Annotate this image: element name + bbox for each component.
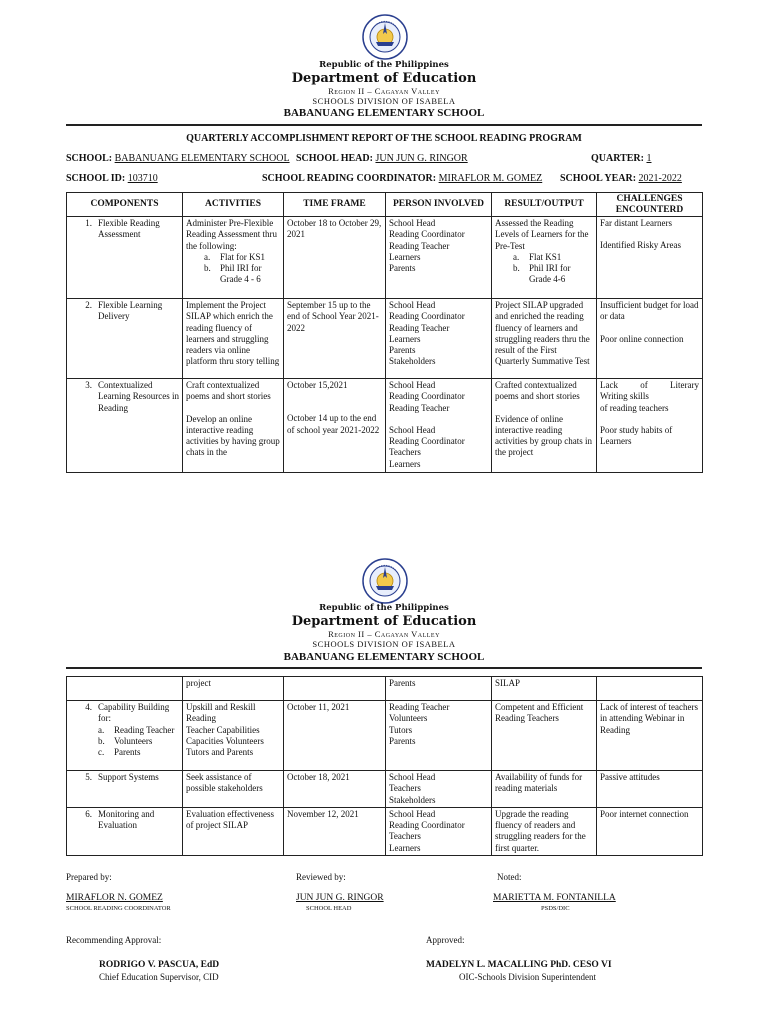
prepared-by-label: Prepared by: (66, 872, 112, 882)
activities-cell: Seek assistance of possible stakeholders (183, 771, 284, 808)
time-frame-cell: September 15 up to the end of School Year 2021-2022 (284, 299, 386, 379)
col-header-person-involved: PERSON INVOLVED (386, 193, 492, 217)
time-frame-cell: November 12, 2021 (284, 807, 386, 855)
reviewed-by-title: SCHOOL HEAD (306, 905, 352, 912)
activities-cell: Administer Pre-Flexible Reading Assessment thru the following: a. Flat for KS1 b. Phil IRI for Grade 4 - 6 (183, 217, 284, 299)
result-cell: Assessed the Reading Levels of Learners for the Pre-Test a. Flat KS1 b. Phil IRI for Grade 4-6 (492, 217, 597, 299)
challenges-cell: Poor internet connection (597, 807, 703, 855)
component-cell: 2. Flexible Learning Delivery (67, 299, 183, 379)
division-label: SCHOOLS DIVISION OF ISABELA (312, 639, 456, 649)
accomplishment-table (66, 192, 703, 473)
challenges-cell: Passive attitudes (597, 771, 703, 808)
approved-label: Approved: (426, 935, 465, 945)
persons-cell: School Head Reading Coordinator Teachers Learners (386, 807, 492, 855)
department-label: Department of Education (291, 71, 477, 86)
result-cell: Availability of funds for reading materials (492, 771, 597, 808)
time-frame-cell: October 18, 2021 (284, 771, 386, 808)
deped-seal-icon (362, 558, 408, 604)
deped-seal-icon (362, 14, 408, 60)
component-cell: 6. Monitoring and Evaluation (67, 807, 183, 855)
table-row (67, 217, 703, 299)
col-header-components: COMPONENTS (67, 193, 183, 217)
school-year-field: SCHOOL YEAR: 2021-2022 (560, 173, 682, 184)
prepared-by-title: SCHOOL READING COORDINATOR (66, 905, 171, 912)
activities-cell: Evaluation effectiveness of project SILAP (183, 807, 284, 855)
recommending-title: Chief Education Supervisor, CID (99, 972, 219, 982)
header-divider (66, 667, 702, 669)
recommending-approval-label: Recommending Approval: (66, 935, 162, 945)
challenges-cell (597, 677, 703, 701)
school-name-header: BABANUANG ELEMENTARY SCHOOL (283, 651, 485, 663)
accomplishment-table-continued (66, 676, 703, 856)
school-head-field: SCHOOL HEAD: JUN JUN G. RINGOR (296, 153, 468, 164)
persons-cell: School Head Reading Coordinator Reading Teacher School Head Reading Coordinator Teachers Learners (386, 379, 492, 473)
reviewed-by-name: JUN JUN G. RINGOR (296, 893, 384, 903)
component-cell: 1. Flexible Reading Assessment (67, 217, 183, 299)
approved-title: OIC-Schools Division Superintendent (459, 972, 596, 982)
challenges-cell: Insufficient budget for load or data Poor online connection (597, 299, 703, 379)
time-frame-cell: October 15,2021 October 14 up to the end of school year 2021-2022 (284, 379, 386, 473)
component-cell (67, 677, 183, 701)
result-cell: Upgrade the reading fluency of readers and struggling readers for the first quarter. (492, 807, 597, 855)
persons-cell: Parents (386, 677, 492, 701)
table-row (67, 701, 703, 771)
time-frame-cell: October 11, 2021 (284, 701, 386, 771)
table-row (67, 299, 703, 379)
component-cell: 3. Contextualized Learning Resources in Reading (67, 379, 183, 473)
recommending-name: RODRIGO V. PASCUA, EdD (99, 960, 220, 970)
result-cell: Competent and Efficient Reading Teachers (492, 701, 597, 771)
activities-cell: Craft contextualized poems and short stories Develop an online interactive reading activities by having group chats in the (183, 379, 284, 473)
challenges-cell: Lack of Literary Writing skills of reading teachers Poor study habits of Learners (597, 379, 703, 473)
reviewed-by-label: Reviewed by: (296, 872, 346, 882)
col-header-challenges: CHALLENGES ENCOUNTERD (597, 193, 703, 217)
persons-cell: School Head Reading Coordinator Reading Teacher Learners Parents (386, 217, 492, 299)
header-divider (66, 124, 702, 126)
prepared-by-name: MIRAFLOR N. GOMEZ (66, 893, 163, 903)
challenges-cell: Lack of interest of teachers in attending Webinar in Reading (597, 701, 703, 771)
quarter-field: QUARTER: 1 (591, 153, 652, 164)
col-header-activities: ACTIVITIES (183, 193, 284, 217)
approved-name: MADELYN L. MACALLING PhD. CESO VI (426, 960, 612, 970)
school-field: SCHOOL: BABANUANG ELEMENTARY SCHOOL (66, 153, 290, 164)
persons-cell: Reading Teacher Volunteers Tutors Parents (386, 701, 492, 771)
persons-cell: School Head Reading Coordinator Reading Teacher Learners Parents Stakeholders (386, 299, 492, 379)
challenges-cell: Far distant Learners Identified Risky Areas (597, 217, 703, 299)
activities-cell: Upskill and Reskill Reading Teacher Capabilities Capacities Volunteers Tutors and Parents (183, 701, 284, 771)
report-title: QUARTERLY ACCOMPLISHMENT REPORT OF THE SCHOOL READING PROGRAM (186, 133, 582, 144)
col-header-time-frame: TIME FRAME (284, 193, 386, 217)
col-header-result-output: RESULT/OUTPUT (492, 193, 597, 217)
noted-title: PSDS/DIC (541, 905, 570, 912)
noted-label: Noted: (497, 872, 522, 882)
school-id-field: SCHOOL ID: 103710 (66, 173, 158, 184)
persons-cell: School Head Teachers Stakeholders (386, 771, 492, 808)
region-label: Region II – Cagayan Valley (328, 86, 440, 96)
table-row (67, 771, 703, 808)
result-cell: SILAP (492, 677, 597, 701)
result-cell: Project SILAP upgraded and enriched the reading fluency of learners and struggling readers thru the result of the First Quarterly Summative Test (492, 299, 597, 379)
school-name-header: BABANUANG ELEMENTARY SCHOOL (283, 107, 485, 119)
republic-label: Republic of the Philippines (319, 60, 449, 70)
component-cell: 4. Capability Building for: a. Reading Teacher b. Volunteers c. Parents (67, 701, 183, 771)
republic-label: Republic of the Philippines (319, 603, 449, 613)
activities-cell: Implement the Project SILAP which enrich the reading fluency of learners and struggling readers via online platform thru story telling (183, 299, 284, 379)
component-cell: 5. Support Systems (67, 771, 183, 808)
reading-coordinator-field: SCHOOL READING COORDINATOR: MIRAFLOR M. GOMEZ (262, 173, 543, 184)
table-row (67, 677, 703, 701)
result-cell: Crafted contextualized poems and short stories Evidence of online interactive reading activities by group chats in the project (492, 379, 597, 473)
region-label: Region II – Cagayan Valley (328, 629, 440, 639)
table-header-row (67, 193, 703, 217)
noted-name: MARIETTA M. FONTANILLA (493, 893, 616, 903)
department-label: Department of Education (291, 614, 477, 629)
time-frame-cell: October 18 to October 29, 2021 (284, 217, 386, 299)
time-frame-cell (284, 677, 386, 701)
table-row (67, 379, 703, 473)
activities-cell: project (183, 677, 284, 701)
table-row (67, 807, 703, 855)
division-label: SCHOOLS DIVISION OF ISABELA (312, 96, 456, 106)
